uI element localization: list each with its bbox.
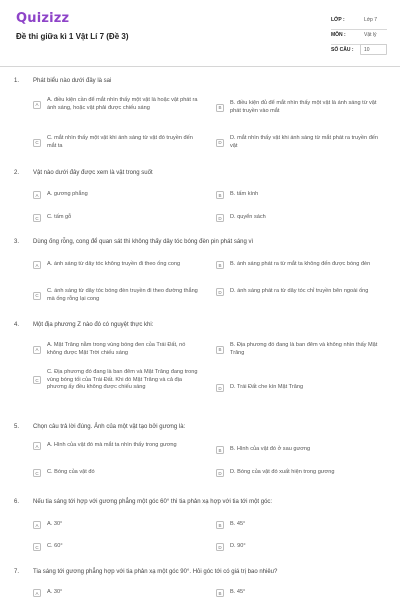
question-text: Dùng ống rỗng, cong để quan sát thì không thấy dây tóc bóng đèn pin phát sáng vì: [33, 239, 254, 245]
option-d[interactable]: [216, 543, 386, 551]
option-letter-a: A: [33, 261, 41, 269]
option-text: D. ánh sáng phát ra từ dây tóc chỉ truyền bên ngoài ống: [230, 288, 369, 295]
option-text: A. 30°: [47, 521, 63, 528]
option-letter-d: D: [216, 384, 224, 392]
question-number: 7.: [14, 569, 20, 575]
option-letter-d: D: [216, 214, 224, 222]
worksheet-meta: [331, 14, 387, 59]
option-c[interactable]: [33, 469, 199, 477]
option-b[interactable]: [216, 191, 386, 199]
option-a[interactable]: [33, 589, 199, 597]
option-text: C. Bóng của vật đó: [47, 469, 95, 476]
meta-class-value: Lớp 7: [364, 17, 378, 23]
option-a[interactable]: [33, 191, 199, 199]
header-divider: [0, 66, 400, 67]
option-letter-a: A: [33, 191, 41, 199]
option-letter-b: B: [216, 104, 224, 112]
option-letter-c: C: [33, 139, 41, 147]
question-text: Một địa phương Z nào đó có nguyệt thực khi:: [33, 322, 154, 328]
question-number: 2.: [14, 170, 20, 176]
option-text: A. 30°: [47, 589, 63, 596]
option-text: B. điều kiện đủ để mắt nhìn thấy một vật là ánh sáng từ vật phát truyền vào mắt: [230, 100, 377, 114]
meta-count-label: SỐ CÂU :: [331, 47, 354, 53]
meta-subject-label: MÔN :: [331, 32, 346, 38]
option-text: C. tấm gỗ: [47, 214, 72, 221]
option-d[interactable]: [216, 214, 386, 222]
option-d[interactable]: [216, 288, 386, 296]
option-text: B. tấm kính: [230, 191, 259, 198]
option-text: A. ánh sáng từ dây tóc không truyền đi theo ống cong: [47, 261, 181, 268]
option-text: A. Hình của vật đó mà mắt ta nhìn thấy trong gương: [47, 442, 177, 449]
option-c[interactable]: [33, 288, 199, 303]
question-text: Phát biểu nào dưới đây là sai: [33, 78, 112, 84]
option-d[interactable]: [216, 135, 386, 150]
option-d[interactable]: [216, 384, 386, 392]
option-text: D. Trái Đất che kín Mặt Trăng: [230, 384, 304, 391]
option-b[interactable]: [216, 342, 386, 357]
option-c[interactable]: [33, 214, 199, 222]
option-c[interactable]: [33, 135, 199, 150]
option-b[interactable]: [216, 261, 386, 269]
option-a[interactable]: [33, 521, 199, 529]
worksheet-title: Đề thi giữa kì 1 Vật Lí 7 (Đề 3): [16, 32, 129, 41]
worksheet-header: [0, 0, 400, 66]
option-letter-a: A: [33, 521, 41, 529]
option-letter-c: C: [33, 376, 41, 384]
option-a[interactable]: [33, 442, 199, 450]
meta-class-label: LỚP :: [331, 17, 345, 23]
question-text: Vật nào dưới đây được xem là vật trong suốt: [33, 170, 153, 176]
question-number: 4.: [14, 322, 20, 328]
question-number: 3.: [14, 239, 20, 245]
option-text: A. điều kiện cần để mắt nhìn thấy một vật là hoặc vật phát ra ánh sáng, hoặc vật phải được chiếu sáng: [47, 97, 198, 111]
question-number: 6.: [14, 499, 20, 505]
option-b[interactable]: [216, 589, 386, 597]
option-text: C. 60°: [47, 543, 63, 550]
option-c[interactable]: [33, 369, 199, 392]
option-a[interactable]: [33, 261, 199, 269]
option-a[interactable]: [33, 97, 199, 112]
option-text: C. mắt nhìn thấy một vật khi ánh sáng từ vật đó truyền đến mắt ta: [47, 135, 193, 149]
option-letter-b: B: [216, 521, 224, 529]
option-letter-c: C: [33, 469, 41, 477]
option-letter-a: A: [33, 346, 41, 354]
meta-subject: [331, 29, 387, 44]
option-text: D. mắt nhìn thấy vật khi ánh sáng từ mắt phát ra truyền đến vật: [230, 135, 379, 149]
option-text: B. ánh sáng phát ra từ mắt ta không đến được bóng đèn: [230, 261, 371, 268]
question-text: Tia sáng tới gương phẳng hợp với tia phản xạ một góc 90°. Hỏi góc tới có giá trị bao nhiêu?: [33, 569, 278, 575]
meta-class: [331, 14, 387, 29]
option-letter-b: B: [216, 589, 224, 597]
option-text: A. gương phẳng: [47, 191, 88, 198]
option-d[interactable]: [216, 469, 386, 477]
option-letter-d: D: [216, 543, 224, 551]
option-letter-b: B: [216, 346, 224, 354]
option-letter-a: A: [33, 101, 41, 109]
option-letter-c: C: [33, 214, 41, 222]
option-letter-d: D: [216, 288, 224, 296]
question-text: Nếu tia sáng tới hợp với gương phẳng một góc 60° thì tia phản xạ hợp với tia tới một góc:: [33, 499, 273, 505]
question-number: 5.: [14, 424, 20, 430]
option-b[interactable]: [216, 100, 386, 115]
question-text: Chọn câu trả lời đúng. Ảnh của một vật tạo bởi gương là:: [33, 424, 186, 430]
option-letter-b: B: [216, 191, 224, 199]
option-text: B. Hình của vật đó ở sau gương: [230, 446, 311, 453]
option-text: D. 90°: [230, 543, 246, 550]
option-text: C. ánh sáng từ dây tóc bóng đèn truyền đi theo đường thẳng mà ống rỗng lại cong: [47, 288, 198, 302]
option-letter-a: A: [33, 589, 41, 597]
option-text: D. quyển sách: [230, 214, 266, 221]
meta-subject-value: Vật lý: [364, 32, 377, 38]
meta-count-value: 10: [364, 47, 370, 53]
option-text: B. Địa phương đó đang là ban đêm và không nhìn thấy Mặt Trăng: [230, 342, 378, 356]
option-c[interactable]: [33, 543, 199, 551]
option-letter-b: B: [216, 261, 224, 269]
quizizz-logo: Quizizz: [16, 11, 70, 26]
option-text: B. 45°: [230, 589, 246, 596]
option-letter-d: D: [216, 139, 224, 147]
option-letter-d: D: [216, 469, 224, 477]
option-text: C. Địa phương đó đang là ban đêm và Mặt Trăng đang trong vùng bóng tối của Trái Đất. Khi đó Mặt Trăng và cả địa phương ấy đều không được chiếu sáng: [47, 369, 198, 391]
option-letter-c: C: [33, 292, 41, 300]
option-b[interactable]: [216, 446, 386, 454]
option-text: D. Bóng của vật đó xuất hiện trong gương: [230, 469, 335, 476]
option-letter-b: B: [216, 446, 224, 454]
question-number: 1.: [14, 78, 20, 84]
option-letter-a: A: [33, 442, 41, 450]
option-a[interactable]: [33, 342, 199, 357]
option-b[interactable]: [216, 521, 386, 529]
option-text: A. Mặt Trăng nằm trong vùng bóng đen của Trái Đất, nó không được Mặt Trời chiếu sáng: [47, 342, 186, 356]
meta-question-count: [331, 44, 387, 59]
option-letter-c: C: [33, 543, 41, 551]
option-text: B. 45°: [230, 521, 246, 528]
